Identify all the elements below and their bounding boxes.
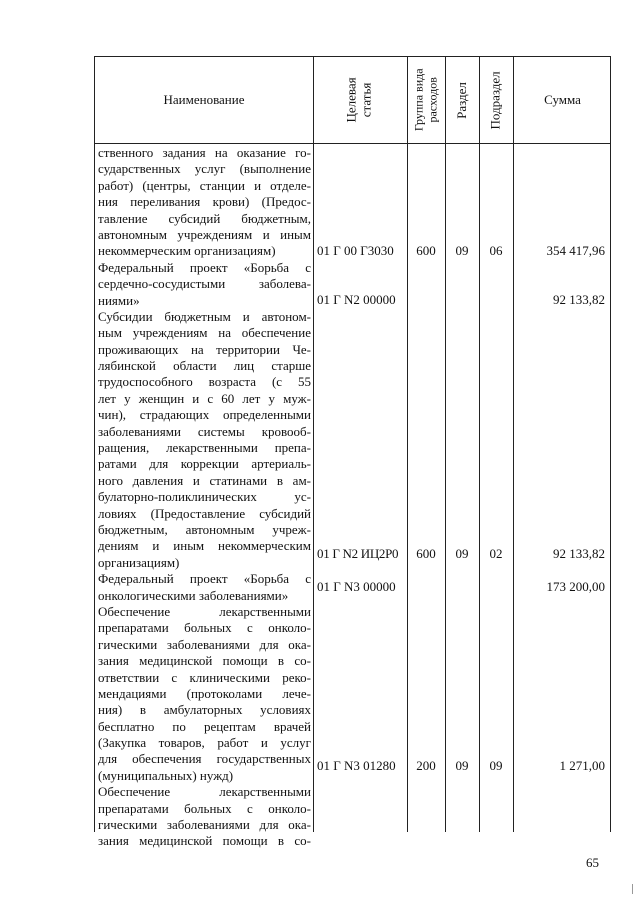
target-code: 01 Г N2 ИЦ2Р0 bbox=[317, 546, 399, 561]
name-line: ным учреждениям на обеспечение bbox=[98, 325, 311, 341]
name-line: ответствии с клиническими реко- bbox=[98, 669, 311, 685]
header-target-article bbox=[313, 57, 407, 143]
name-line: дениям и иным некоммерческим bbox=[98, 538, 311, 554]
name-line: тавление субсидий бюджетным, bbox=[98, 210, 311, 226]
name-line: (Закупка товаров, работ и услуг bbox=[98, 735, 311, 751]
header-section bbox=[445, 57, 479, 143]
name-line: Федеральный проект «Борьба с bbox=[98, 259, 311, 275]
section-code: 09 bbox=[455, 546, 469, 561]
header-subsection bbox=[479, 57, 513, 143]
name-line: Субсидии бюджетным и автоном- bbox=[98, 308, 311, 324]
name-line: лябинской области лиц старше bbox=[98, 358, 311, 374]
header-divider bbox=[95, 143, 610, 144]
header-sum bbox=[513, 57, 612, 143]
name-line: зания медицинской помощи в со- bbox=[98, 833, 311, 849]
name-line: препаратами больных с онколо- bbox=[98, 620, 311, 636]
name-line: ращения, лекарственными препа- bbox=[98, 440, 311, 456]
table-row-name bbox=[98, 145, 311, 850]
name-line: ного давления и статинами в ам- bbox=[98, 472, 311, 488]
target-code: 01 Г N3 00000 bbox=[317, 579, 396, 594]
column-divider bbox=[513, 57, 514, 832]
column-divider bbox=[313, 57, 314, 832]
name-line: (муниципальных) нужд) bbox=[98, 767, 234, 783]
header-sum-text: Сумма bbox=[544, 91, 581, 107]
name-line: гическими заболеваниями для ока- bbox=[98, 636, 311, 652]
section-code: 09 bbox=[455, 758, 469, 773]
header-name-text: Наименование bbox=[163, 91, 245, 107]
target-code: 01 Г N3 01280 bbox=[317, 758, 396, 773]
header-group-line1: Группа вида bbox=[411, 68, 426, 132]
name-line: заболеваниями системы кровооб- bbox=[98, 423, 311, 439]
page-number: 65 bbox=[586, 855, 599, 870]
name-line: онкологическими заболеваниями» bbox=[98, 587, 289, 603]
column-divider bbox=[407, 57, 408, 832]
scan-edge-mark bbox=[632, 884, 633, 894]
name-line: трудоспособного возраста (с 55 bbox=[98, 374, 311, 390]
expense-group: 600 bbox=[416, 546, 436, 561]
budget-table bbox=[94, 56, 611, 849]
name-line: проживающих на территории Че- bbox=[98, 341, 311, 357]
expense-group: 600 bbox=[416, 243, 436, 258]
name-line: препаратами больных с онколо- bbox=[98, 800, 311, 816]
name-line: ния переливания крови) (Предос- bbox=[98, 194, 311, 210]
section-code: 09 bbox=[455, 243, 469, 258]
sum-value: 173 200,00 bbox=[546, 579, 605, 594]
name-line: бесплатно по рецептам врачей bbox=[98, 718, 311, 734]
name-line: работ) (центры, станции и отделе- bbox=[98, 177, 311, 193]
sum-value: 1 271,00 bbox=[559, 758, 605, 773]
sum-value: 92 133,82 bbox=[553, 546, 605, 561]
subsection-code: 06 bbox=[489, 243, 503, 258]
name-line: зания медицинской помощи в со- bbox=[98, 653, 311, 669]
column-divider bbox=[479, 57, 480, 832]
name-line: некоммерческим организациям) bbox=[98, 243, 276, 259]
target-code: 01 Г 00 Г3030 bbox=[317, 243, 394, 258]
header-subsection-text: Подраздел bbox=[487, 70, 503, 130]
name-line: булаторно-поликлинических ус- bbox=[98, 489, 311, 505]
name-line: Обеспечение лекарственными bbox=[98, 784, 311, 800]
header-expense-group bbox=[407, 57, 445, 143]
subsection-code: 09 bbox=[489, 758, 503, 773]
header-section-text: Раздел bbox=[453, 81, 469, 119]
header-target-line2: статья bbox=[358, 82, 374, 118]
header-name bbox=[95, 57, 313, 143]
name-line: лет у женщин и с 60 лет у муж- bbox=[98, 390, 311, 406]
name-line: ниями» bbox=[98, 292, 140, 308]
name-line: Обеспечение лекарственными bbox=[98, 603, 311, 619]
header-target-line1: Целевая bbox=[344, 77, 360, 123]
sum-value: 92 133,82 bbox=[553, 292, 605, 307]
name-line: бюджетным, автономным учреж- bbox=[98, 521, 311, 537]
name-line: ратами для коррекции артериаль- bbox=[98, 456, 311, 472]
expense-group: 200 bbox=[416, 758, 436, 773]
header-group-line2: расходов bbox=[425, 77, 439, 123]
name-line: мендациями (протоколами лече- bbox=[98, 685, 311, 701]
column-divider bbox=[445, 57, 446, 832]
name-line: ловиях (Предоставление субсидий bbox=[98, 505, 311, 521]
name-line: ственного задания на оказание го- bbox=[98, 145, 311, 160]
subsection-code: 02 bbox=[489, 546, 503, 561]
name-line: гическими заболеваниями для ока- bbox=[98, 817, 311, 833]
name-line: сударственных услуг (выполнение bbox=[98, 161, 311, 177]
name-line: автономным учреждениям и иным bbox=[98, 226, 311, 242]
name-line: для обеспечения государственных bbox=[98, 751, 311, 767]
name-line: сердечно-сосудистыми заболева- bbox=[98, 276, 311, 292]
sum-value: 354 417,96 bbox=[546, 243, 605, 258]
target-code: 01 Г N2 00000 bbox=[317, 292, 396, 307]
name-line: Федеральный проект «Борьба с bbox=[98, 571, 311, 587]
name-line: чин), страдающих определенными bbox=[98, 407, 311, 423]
name-line: ния) в амбулаторных условиях bbox=[98, 702, 311, 718]
name-line: организациям) bbox=[98, 554, 180, 570]
